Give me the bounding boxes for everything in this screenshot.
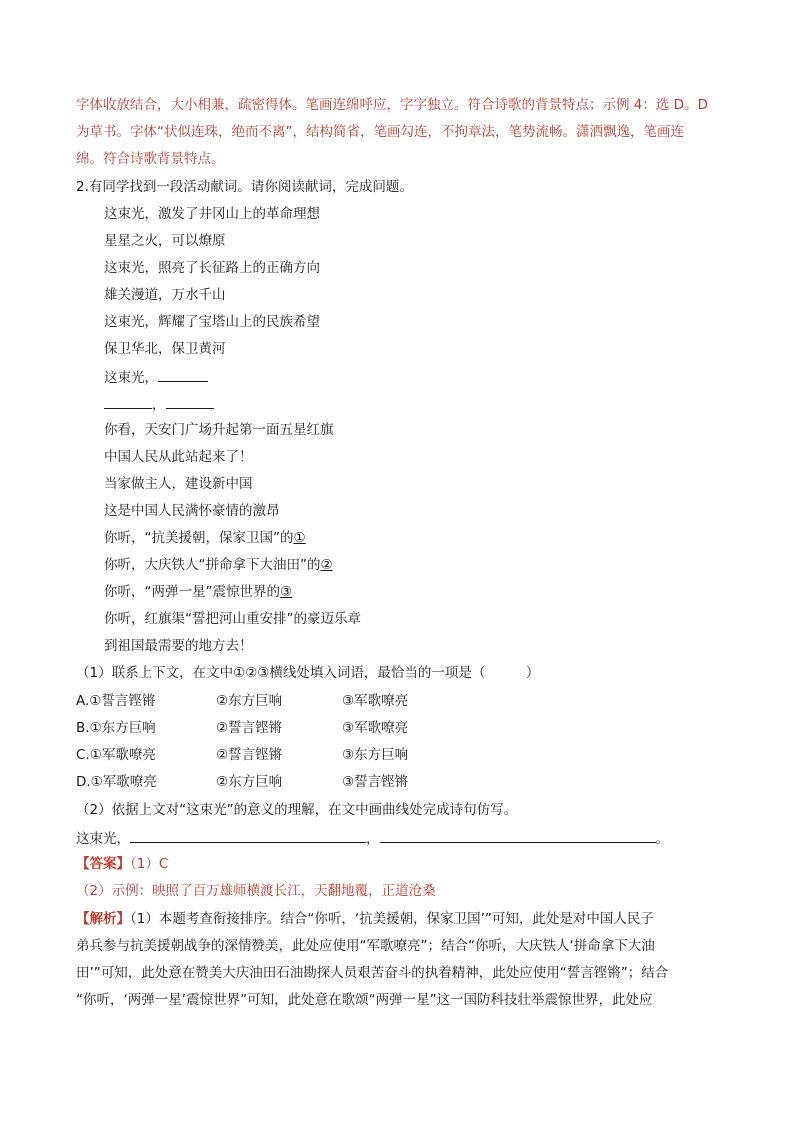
poem-line-mark-2 [104,556,333,574]
option-c-1[interactable]: C.①军歌嘹亮 [76,747,156,763]
poem2-line-1: 你看，天安门广场升起第一面五星红旗 [104,422,334,438]
question-stem: 2.有同学找到一段活动献词。请你阅读献词，完成问题。 [76,179,413,195]
imitation-end: 。 [655,831,669,847]
blank-line-1 [104,367,208,387]
blank-line-prefix: 这束光， [104,370,158,386]
poem-line-text: 你听，“两弹一星”震惊世界的 [104,584,280,600]
option-b-2: ②誓言铿锵 [216,720,283,736]
intro-line-2: 为草书。字体“状似连珠，绝而不离”，结构简省，笔画勾连，不拘章法，笔势流畅。潇洒飘逸，笔画连 [76,124,684,140]
poem3-line-1: 你听，红旗渠“誓把河山重安排”的豪迈乐章 [104,611,361,627]
option-b-3: ③军歌嘹亮 [342,720,409,736]
option-a-2: ②东方巨响 [216,693,283,709]
poem-line-2: 星星之火，可以燎原 [104,233,226,249]
sub-question-1: （1）联系上下文，在文中①②③横线处填入词语，最恰当的一项是（ ） [76,665,540,681]
poem2-line-4: 这是中国人民满怀豪情的激昂 [104,503,280,519]
poem-line-mark-3 [104,583,292,601]
analysis-label: 【解析】 [76,911,130,927]
option-c-3: ③东方巨响 [342,747,409,763]
analysis-text-1: （1）本题考查衔接排序。结合“你听，‘抗美援朝，保家卫国’”可知，此处是对中国人民子 [130,911,654,927]
answer-part-2: （2）示例：映照了百万雄师横渡长江，天翻地覆，正道沧桑 [76,883,436,899]
fill-blank[interactable] [166,394,214,409]
fill-blank[interactable] [130,828,366,843]
answer-part-1: （1）C [130,856,169,872]
option-d-2: ②东方巨响 [216,774,283,790]
blank-marker-3: ③ [280,584,293,600]
poem-line-5: 这束光，辉耀了宝塔山上的民族希望 [104,314,320,330]
option-c-2: ②誓言铿锵 [216,747,283,763]
intro-line-3: 绵。符合诗歌背景特点。 [76,151,225,167]
fill-blank[interactable] [158,367,208,382]
analysis-line-1 [76,910,654,928]
imitation-answer-line [76,828,669,848]
poem-line-mark-1 [104,529,306,547]
fill-blank[interactable] [380,828,656,843]
poem-line-1: 这束光，激发了井冈山上的革命理想 [104,206,320,222]
answer-label: 【答案】 [76,856,130,872]
poem2-line-3: 当家做主人，建设新中国 [104,476,253,492]
imitation-sep: ， [366,831,380,847]
fill-blank[interactable] [104,394,152,409]
poem2-line-2: 中国人民从此站起来了！ [104,449,253,465]
poem-line-text: 你听，大庆铁人“拼命拿下大油田”的 [104,557,321,573]
analysis-line-2: 弟兵参与抗美援朝战争的深情赞美，此处应使用“军歌嘹亮”；结合“你听，大庆铁人‘拼命拿下大油 [76,938,655,954]
blank-marker-1: ① [293,530,306,546]
option-a-1[interactable]: A.①誓言铿锵 [76,693,156,709]
option-d-1[interactable]: D.①军歌嘹亮 [76,774,157,790]
poem-line-3: 这束光，照亮了长征路上的正确方向 [104,260,320,276]
answer-line-1 [76,855,168,873]
sub-question-2: （2）依据上文对“这束光”的意义的理解，在文中画曲线处完成诗句仿写。 [76,802,518,818]
blank-marker-2: ② [320,557,333,573]
option-b-1[interactable]: B.①东方巨响 [76,720,156,736]
poem-line-text: 你听，“抗美援朝，保家卫国”的 [104,530,294,546]
blank-line-sep: ， [152,397,166,413]
intro-line-1: 字体收放结合，大小相兼，疏密得体。笔画连绵呼应，字字独立。符合诗歌的背景特点；示例 4：选 D。D [76,97,708,113]
analysis-line-4: “你听，‘两弹一星’震惊世界”可知，此处意在歌颂“两弹一星”这一国防科技壮举震惊世界，此处应 [76,992,653,1008]
blank-line-2 [104,394,214,414]
imitation-prefix: 这束光， [76,831,130,847]
option-a-3: ③军歌嘹亮 [342,693,409,709]
option-d-3: ③誓言铿锵 [342,774,409,790]
analysis-line-3: 田’”可知，此处意在赞美大庆油田石油勘探人员艰苦奋斗的执着精神，此处应使用“誓言铿锵”；结合 [76,965,669,981]
poem-line-4: 雄关漫道，万水千山 [104,287,226,303]
poem3-line-2: 到祖国最需要的地方去！ [104,638,253,654]
poem-line-6: 保卫华北，保卫黄河 [104,341,226,357]
